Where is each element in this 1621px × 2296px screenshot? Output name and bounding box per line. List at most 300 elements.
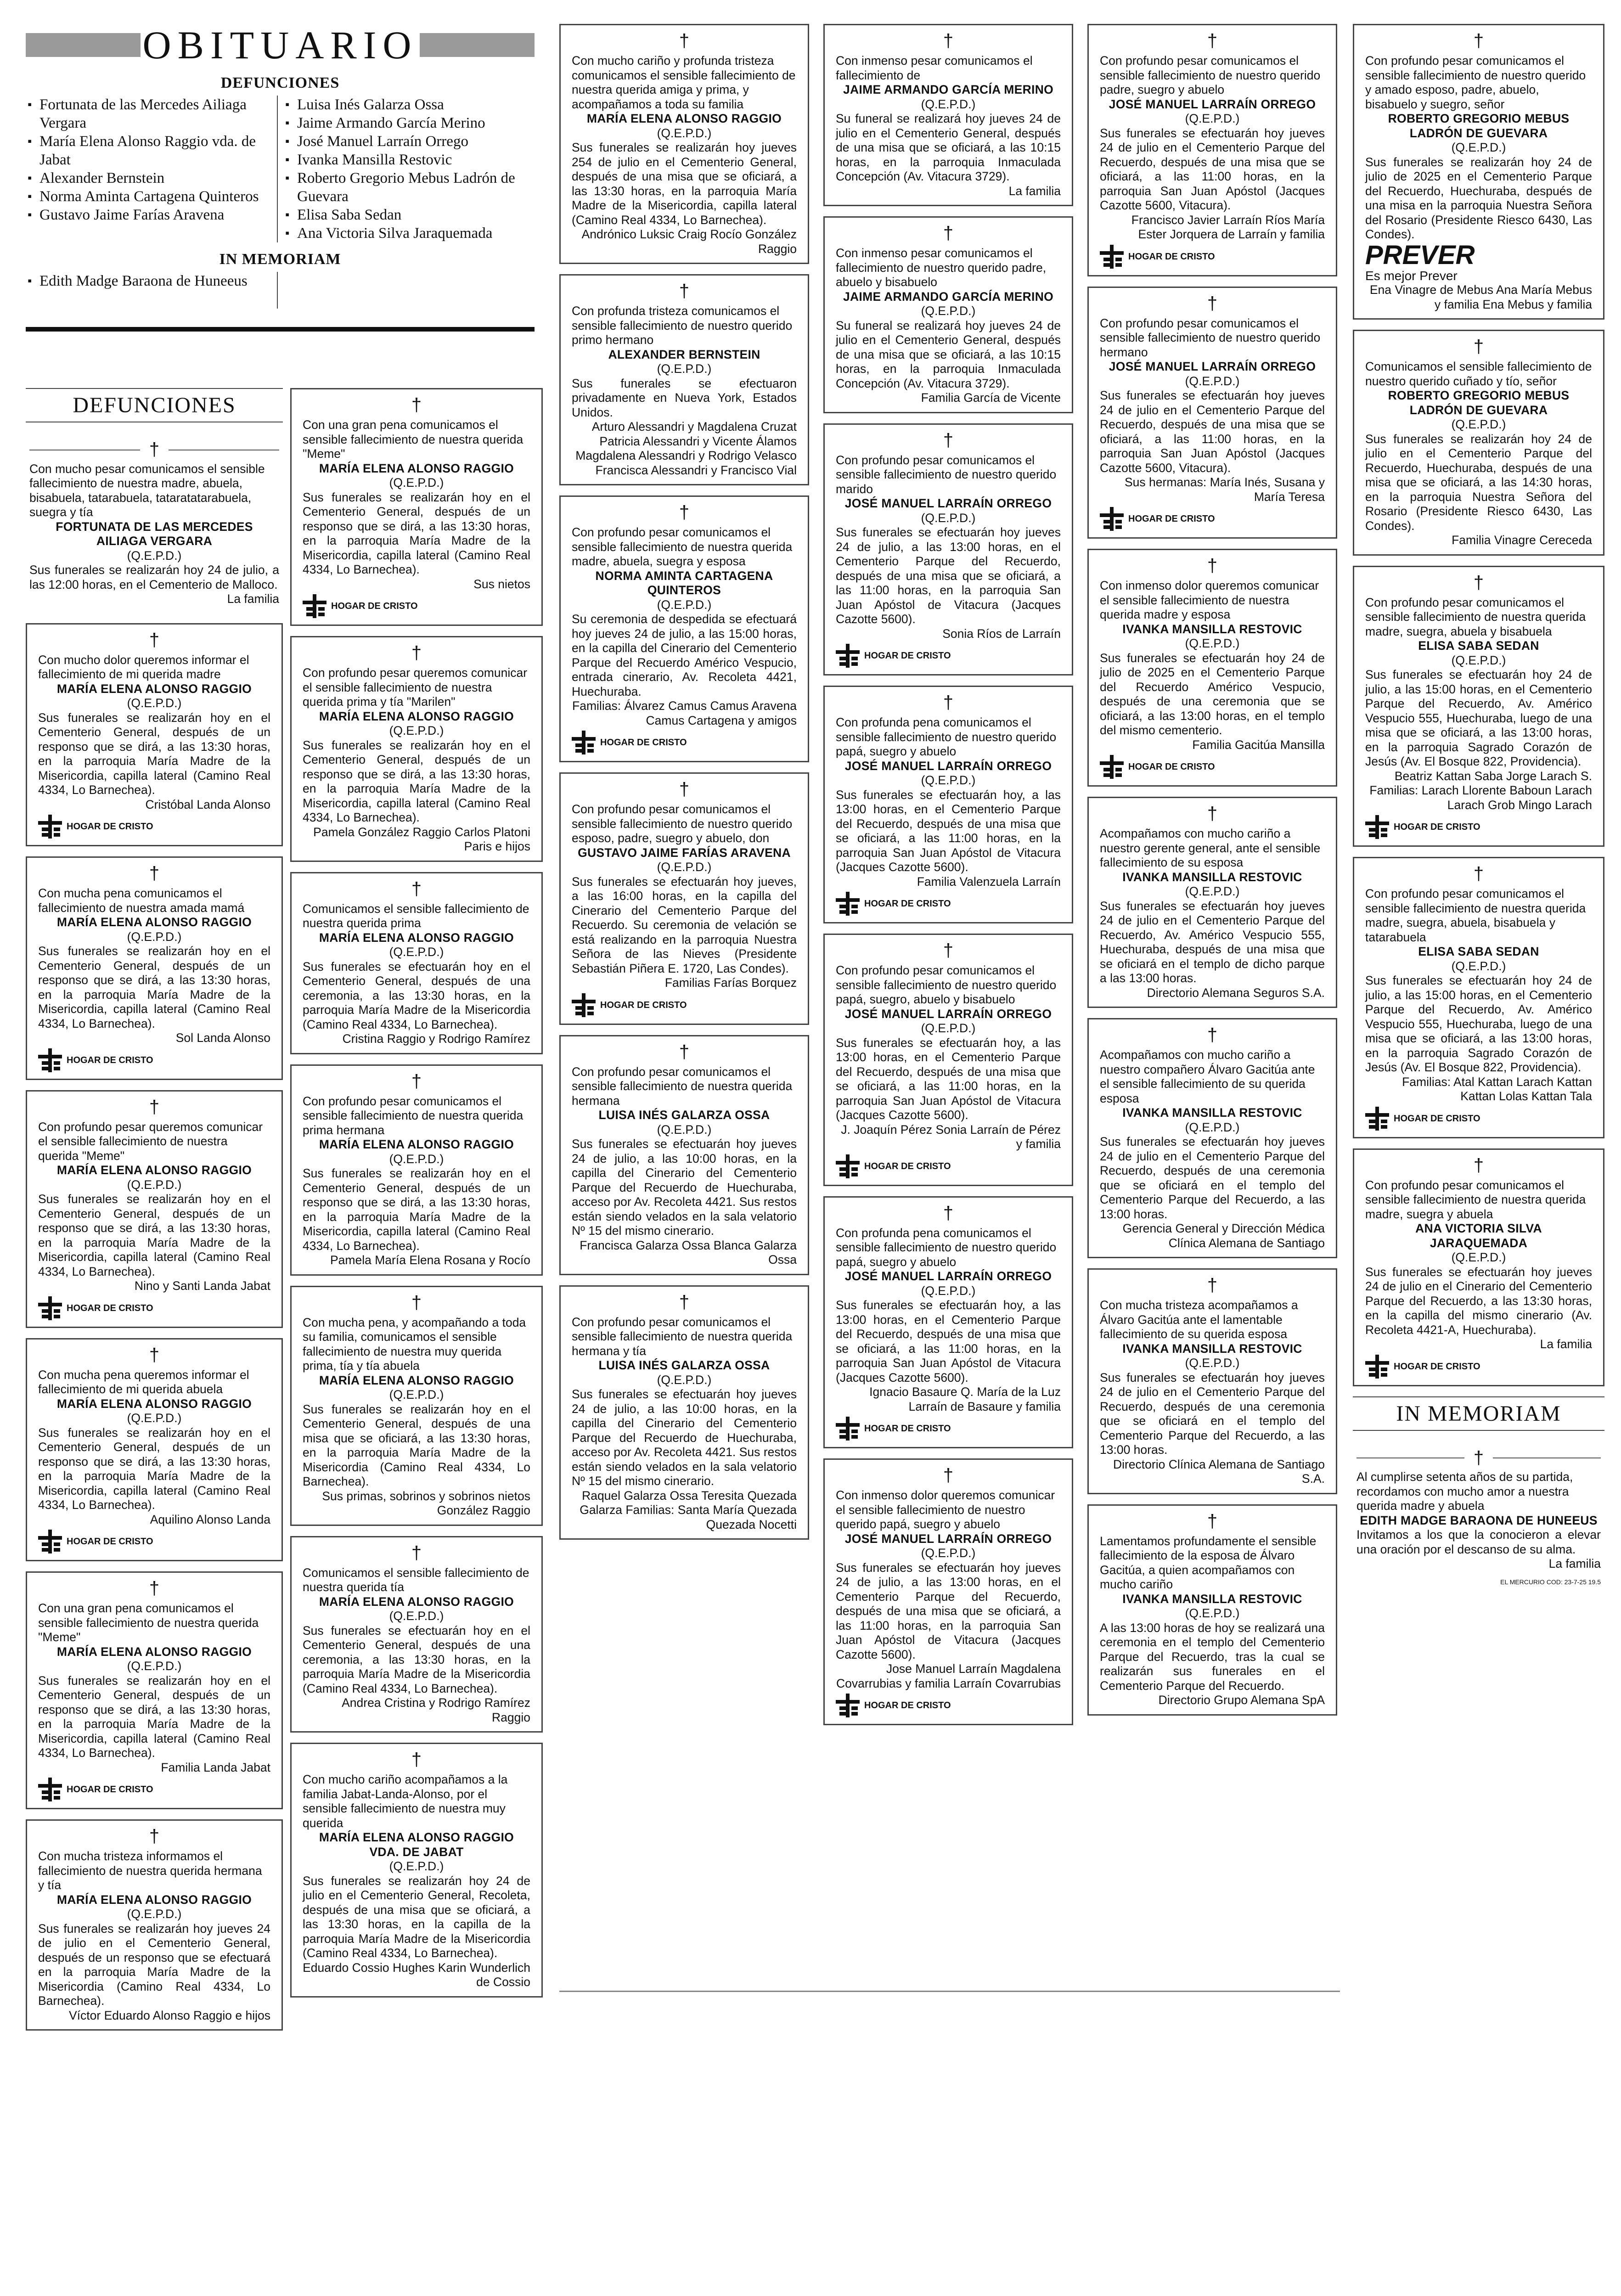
hogar-de-cristo-text: HOGAR DE CRISTO — [864, 899, 951, 909]
deceased-name: MARÍA ELENA ALONSO RAGGIO — [319, 1373, 514, 1387]
deceased-name: MARÍA ELENA ALONSO RAGGIO — [319, 930, 514, 945]
notice-signature: Raquel Galarza Ossa Teresita Quezada Galarza Familias: Santa María Quezada Quezada Nocetti — [580, 1488, 797, 1531]
qepd-label: (Q.E.P.D.) — [389, 945, 444, 959]
notice-intro: Al cumplirse setenta años de su partida, recordamos con mucho amor a nuestra querida madre y abuela — [1356, 1470, 1573, 1513]
qepd-label: (Q.E.P.D.) — [921, 1546, 976, 1560]
prever-tagline: Es mejor Prever — [1365, 268, 1458, 283]
hogar-de-cristo-logo — [836, 644, 1061, 668]
deceased-name: MARÍA ELENA ALONSO RAGGIO — [319, 1594, 514, 1609]
qepd-label: (Q.E.P.D.) — [657, 860, 712, 874]
qepd-label: (Q.E.P.D.) — [127, 1659, 182, 1673]
cross-icon: † — [679, 502, 690, 523]
notice-signature: Cristóbal Landa Alonso — [145, 797, 270, 811]
qepd-label: (Q.E.P.D.) — [657, 126, 712, 140]
obituary-notice — [290, 1536, 543, 1733]
obituary-notice — [26, 1819, 283, 2031]
notice-signature: Francisco Javier Larraín Ríos María Ester Jorquera de Larraín y familia — [1131, 213, 1325, 241]
cross-icon: † — [411, 395, 422, 415]
hogar-de-cristo-text: HOGAR DE CRISTO — [67, 822, 153, 832]
notice-body: Sus funerales se efectuarán hoy, a las 13:00 horas, en el Cementerio Parque del Recuerdo, después de una misa que se oficiará, a las 11:00 horas, en la parroquia San Juan Apóstol de Vitacura (Jacques Cazotte 5600). — [836, 1035, 1061, 1122]
notice-signature: Directorio Grupo Alemana SpA — [1158, 1693, 1325, 1707]
qepd-label: (Q.E.P.D.) — [389, 476, 444, 490]
notice-signature: Familia Gacitúa Mansilla — [1192, 737, 1325, 752]
cross-icon: † — [1473, 31, 1484, 51]
cross-icon: † — [1473, 572, 1484, 593]
deceased-name: JOSÉ MANUEL LARRAÍN ORREGO — [844, 1007, 1052, 1021]
notice-body: Sus funerales se realizarán hoy en el Cementerio General, después de un responso que se dirá, a las 13:30 horas, en la parroquia María Madre de la Misericordia, capilla lateral (Camino Real 4334, Lo Barnechea). — [303, 738, 530, 824]
notice-body: Sus funerales se realizarán hoy en el Cementerio General, después de un responso que se dirá, a las 13:30 horas, en la parroquia María Madre de la Misericordia, capilla lateral (Camino Real 4334, Lo Barnechea). — [38, 1192, 270, 1278]
hogar-de-cristo-icon — [38, 1778, 62, 1801]
notice-intro: Con profundo pesar comunicamos el sensible fallecimiento de nuestro querido y amado esposo, padre, abuelo, bisabuelo y suegro, señor — [1365, 54, 1586, 111]
notice-body: Sus funerales se realizarán hoy en el Cementerio General, después de un responso que se dirá, a las 13:30 horas, en la parroquia María Madre de la Misericordia, capilla lateral (Camino Real 4334, Lo Barnechea). — [303, 1166, 530, 1253]
qepd-label: (Q.E.P.D.) — [1451, 653, 1506, 667]
notice-signature: Directorio Clínica Alemana de Santiago S.A. — [1113, 1457, 1325, 1486]
cross-icon: † — [149, 1578, 160, 1598]
column-4 — [823, 24, 1073, 1735]
deceased-name: MARÍA ELENA ALONSO RAGGIO — [319, 461, 514, 475]
notice-body: Sus funerales se efectuarán hoy jueves 24 de julio, a las 13:00 horas, en el Cementerio Parque del Recuerdo, después de una misa que se oficiará, a las 11:00 horas, en la parroquia San Juan Apóstol de Vitacura (Jacques Cazotte 5600). — [836, 525, 1061, 626]
notice-body: Sus funerales se efectuarán hoy jueves 24 de julio en el Cementerio Parque del Recuerdo, después de una misa que se oficiará, a las 11:00 horas, en la parroquia San Juan Apóstol (Jacques Cazotte 5600, Vitacura). — [1100, 126, 1325, 212]
qepd-label: (Q.E.P.D.) — [921, 1021, 976, 1035]
obituary-notice — [823, 934, 1073, 1186]
notice-intro: Con una gran pena comunicamos el sensible fallecimiento de nuestra querida "Meme" — [38, 1601, 259, 1644]
notice-signature: Nino y Santi Landa Jabat — [134, 1279, 270, 1293]
obituary-notice — [1087, 1268, 1337, 1494]
prever-logo — [1365, 242, 1592, 283]
qepd-label: (Q.E.P.D.) — [657, 1373, 712, 1387]
cross-icon: † — [1473, 1155, 1484, 1176]
deceased-name: ELISA SABA SEDAN — [1418, 945, 1539, 958]
column-3 — [559, 24, 809, 1550]
notice-intro: Con mucho cariño y profunda tristeza comunicamos el sensible fallecimiento de nuestra querida amiga y prima, y acompañamos a toda su familia — [572, 54, 796, 111]
obituary-notice — [823, 216, 1073, 413]
obituary-title: OBITUARIO — [142, 23, 418, 67]
notice-body: Sus funerales se efectuarán hoy jueves 24 de julio en el Cinerario del Cementerio Parque del Recuerdo, a las 13:30 horas, en la capilla del mismo cinerario (Av. Recoleta 4421-A, Huechuraba). — [1365, 1265, 1592, 1337]
hogar-de-cristo-logo — [38, 815, 270, 838]
hogar-de-cristo-text: HOGAR DE CRISTO — [1128, 251, 1215, 262]
notice-signature: La familia — [1548, 1557, 1601, 1570]
notice-intro: Acompañamos con mucho cariño a nuestro compañero Álvaro Gacitúa ante el sensible fallecimiento de su querida esposa — [1100, 1048, 1315, 1105]
obituary-notice — [1087, 287, 1337, 539]
cross-icon: † — [943, 430, 954, 450]
notice-intro: Con mucha tristeza acompañamos a Álvaro Gacitúa ante el lamentable fallecimiento de su querida esposa — [1100, 1298, 1298, 1341]
notice-intro: Con inmenso dolor queremos comunicar el sensible fallecimiento de nuestro querido papá, suegro y abuelo — [836, 1488, 1055, 1531]
obituary-notice — [1353, 24, 1604, 320]
hogar-de-cristo-icon — [836, 644, 860, 668]
cross-divider — [29, 439, 279, 460]
notice-body: Sus funerales se efectuarán hoy, a las 13:00 horas, en el Cementerio Parque del Recuerdo, después de una misa que se oficiará, a las 11:00 horas, en la parroquia San Juan Apóstol de Vitacura (Jacques Cazotte 5600). — [836, 1298, 1061, 1384]
notice-intro: Con profunda tristeza comunicamos el sensible fallecimiento de nuestro querido primo hermano — [572, 304, 793, 347]
index-entry: ▪ Ana Victoria Silva Jaraquemada — [283, 224, 535, 242]
notice-signature: J. Joaquín Pérez Sonia Larraín de Pérez y familia — [841, 1122, 1061, 1151]
cross-icon: † — [1207, 804, 1218, 824]
cross-icon: † — [679, 1292, 690, 1312]
index-left-column — [26, 96, 277, 242]
cross-icon: † — [1207, 1511, 1218, 1531]
qepd-label: (Q.E.P.D.) — [657, 597, 712, 612]
obituary-notice — [823, 1458, 1073, 1725]
index-list — [26, 96, 535, 242]
deceased-name: JOSÉ MANUEL LARRAÍN ORREGO — [844, 496, 1052, 510]
hogar-de-cristo-icon — [572, 731, 596, 754]
notice-intro: Con mucho dolor queremos informar el fallecimiento de mi querida madre — [38, 653, 249, 681]
notice-body: Su ceremonia de despedida se efectuará hoy jueves 24 de julio, a las 15:00 horas, en la capilla del Cinerario del Cementerio Parque del Recuerdo Américo Vespucio, entrada cinerario, Av. Recoleta 4421, Huechuraba. — [572, 612, 797, 698]
hogar-de-cristo-text: HOGAR DE CRISTO — [331, 601, 418, 611]
qepd-label: (Q.E.P.D.) — [1451, 141, 1506, 154]
index-entry: ▪ Roberto Gregorio Mebus Ladrón de Guevara — [283, 169, 535, 206]
notice-signature: Familia García de Vicente — [921, 391, 1061, 405]
notice-body: Sus funerales se realizarán hoy en el Cementerio General, después de una misa que se oficiará, a las 13:30 horas, en la parroquia María Madre de la Misericordia (Camino Real 4334, Lo Barnechea). — [303, 1402, 530, 1488]
qepd-label: (Q.E.P.D.) — [1185, 1606, 1240, 1620]
notice-signature: Ena Vinagre de Mebus Ana María Mebus y familia Ena Mebus y familia — [1369, 283, 1592, 311]
deceased-name: JOSÉ MANUEL LARRAÍN ORREGO — [844, 1269, 1052, 1283]
deceased-name: MARÍA ELENA ALONSO RAGGIO — [319, 1137, 514, 1151]
deceased-name: ROBERTO GREGORIO MEBUS LADRÓN DE GUEVARA — [1388, 112, 1570, 140]
notice-signature: Familia Landa Jabat — [161, 1760, 270, 1774]
notice-body: Sus funerales se realizarán hoy 24 de julio en el Cementerio General, Recoleta, después de una misa que se oficiará, a las 13:30 horas, en la capilla de la parroquia María Madre de la Misericordia (Camino Real 4334, Lo Barnechea). — [303, 1874, 530, 1960]
cross-icon: † — [1207, 1025, 1218, 1045]
print-code: EL MERCURIO COD: 23-7-25 19.5 — [1500, 1578, 1601, 1586]
notice-intro: Con profundo pesar comunicamos el sensible fallecimiento de nuestra querida madre, suegra y abuela — [1365, 1178, 1586, 1221]
notice-body: Sus funerales se efectuarán hoy jueves, a las 16:00 horas, en la capilla del Cinerario del Cementerio Parque del Recuerdo. Su ceremonia de velación se está realizando en la parroquia Nuestra Señora de las Nieves (Presidente Sebastián Piñera E. 1720, Las Condes). — [572, 874, 797, 975]
index-entry: ▪ Elisa Saba Sedan — [283, 206, 535, 224]
qepd-label: (Q.E.P.D.) — [1185, 1356, 1240, 1370]
cross-icon: † — [1207, 293, 1218, 314]
cross-icon: † — [411, 1750, 422, 1770]
qepd-label: (Q.E.P.D.) — [127, 548, 182, 563]
hogar-de-cristo-text: HOGAR DE CRISTO — [864, 1424, 951, 1434]
deceased-name: MARÍA ELENA ALONSO RAGGIO — [56, 1644, 252, 1659]
obituary-notice — [823, 24, 1073, 206]
index-entry: ▪ Edith Madge Baraona de Huneeus — [26, 272, 277, 290]
notice-signature: Eduardo Cossio Hughes Karin Wunderlich de Cossio — [303, 1960, 530, 1989]
deceased-name: IVANKA MANSILLA RESTOVIC — [1122, 622, 1302, 636]
column-6 — [1353, 24, 1604, 1606]
notice-signature: Familias Farías Borquez — [664, 976, 797, 990]
hogar-de-cristo-logo — [836, 892, 1061, 916]
hogar-de-cristo-logo — [38, 1530, 270, 1553]
hogar-de-cristo-icon — [572, 993, 596, 1017]
hogar-de-cristo-text: HOGAR DE CRISTO — [67, 1536, 153, 1547]
notice-body: Sus funerales se efectuarán hoy 24 de julio de 2025 en el Cementerio Parque del Recuerdo Américo Vespucio, después de una ceremonia que se oficiará, a las 13:00 horas, en el templo del mismo cementerio. — [1100, 651, 1325, 737]
notice-signature: Familia Vinagre Cereceda — [1452, 533, 1592, 547]
obituary-notice — [1353, 566, 1604, 847]
obituary-notice — [823, 423, 1073, 676]
cross-icon: † — [149, 1826, 160, 1846]
qepd-label: (Q.E.P.D.) — [127, 1411, 182, 1425]
obituary-notice — [559, 1035, 809, 1275]
obituary-notice — [290, 872, 543, 1054]
qepd-label: (Q.E.P.D.) — [921, 97, 976, 111]
deceased-name: IVANKA MANSILLA RESTOVIC — [1122, 1106, 1302, 1120]
notice-signature: La familia — [227, 592, 279, 606]
deceased-name: IVANKA MANSILLA RESTOVIC — [1122, 870, 1302, 884]
notice-signature: Víctor Eduardo Alonso Raggio e hijos — [69, 2008, 270, 2022]
index-entry: ▪ Gustavo Jaime Farías Aravena — [26, 206, 277, 224]
index-entry: ▪ Alexander Bernstein — [26, 169, 277, 187]
cross-icon: † — [943, 692, 954, 713]
hogar-de-cristo-logo — [836, 1154, 1061, 1178]
deceased-name: JOSÉ MANUEL LARRAÍN ORREGO — [844, 759, 1052, 773]
header-rule — [26, 327, 535, 332]
notice-signature: Jose Manuel Larraín Magdalena Covarrubias y familia Larraín Covarrubias — [836, 1662, 1061, 1690]
notice-signature: La familia — [1008, 184, 1061, 198]
notice-intro: Con profundo pesar comunicamos el sensible fallecimiento de nuestro querido hermano — [1100, 316, 1321, 359]
notice-body: Sus funerales se efectuarán hoy 24 de julio, a las 15:00 horas, en el Cementerio Parque del Recuerdo, Av. Américo Vespucio 555, Huechuraba, luego de una misa que se oficiará, a las 13:00 horas, en la parroquia Sagrado Corazón de Jesús (Av. El Bosque 822, Providencia). — [1365, 974, 1592, 1074]
cross-icon: † — [411, 878, 422, 899]
notice-intro: Con mucha pena, y acompañando a toda su familia, comunicamos el sensible fallecimiento de nuestra muy querida prima, tía y tía abuela — [303, 1315, 526, 1373]
notice-signature: Aquilino Alonso Landa — [150, 1512, 270, 1526]
deceased-name: JOSÉ MANUEL LARRAÍN ORREGO — [1109, 360, 1316, 373]
deceased-name: LUISA INÉS GALARZA OSSA — [598, 1358, 770, 1372]
hogar-de-cristo-logo — [38, 1296, 270, 1320]
deceased-name: LUISA INÉS GALARZA OSSA — [598, 1108, 770, 1122]
notice-intro: Con inmenso pesar comunicamos el fallecimiento de — [836, 54, 1033, 82]
notice-body: Sus funerales se realizarán hoy en el Cementerio General, después de un responso que se dirá, a las 13:30 horas, en la parroquia María Madre de la Misericordia, capilla lateral (Camino Real 4334, Lo Barnechea). — [303, 490, 530, 576]
obituary-notice — [1087, 797, 1337, 1008]
cross-icon: † — [943, 1203, 954, 1223]
notice-body: Sus funerales se efectuarán hoy jueves 24 de julio en el Cementerio Parque del Recuerdo, Av. Américo Vespucio 555, Huechuraba, después de una misa que se oficiará en el templo de dicho parque a las 13:00 horas. — [1100, 899, 1325, 985]
cross-icon: † — [679, 1041, 690, 1062]
hogar-de-cristo-icon — [1100, 755, 1124, 779]
notice-body: Invitamos a los que la conocieron a elevar una oración por el descanso de su alma. — [1356, 1528, 1601, 1556]
cross-icon: † — [943, 31, 954, 51]
obituary-notice — [559, 24, 809, 264]
notice-signature: Andrónico Luksic Craig Rocío González Raggio — [581, 227, 797, 256]
hogar-de-cristo-text: HOGAR DE CRISTO — [864, 651, 951, 661]
deceased-name: NORMA AMINTA CARTAGENA QUINTEROS — [595, 568, 773, 597]
notice-intro: Con profundo pesar comunicamos el sensible fallecimiento de nuestro querido padre, suegro y abuelo — [1100, 54, 1321, 96]
cross-icon: † — [411, 1542, 422, 1563]
cross-divider — [1356, 1447, 1601, 1468]
cross-icon: † — [679, 31, 690, 51]
qepd-label: (Q.E.P.D.) — [1185, 1120, 1240, 1134]
index-entry: ▪ Fortunata de las Mercedes Ailiaga Vergara — [26, 96, 277, 132]
cross-icon: † — [1207, 556, 1218, 576]
hogar-de-cristo-icon — [1365, 815, 1389, 839]
notice-body: A las 13:00 horas de hoy se realizará una ceremonia en el templo del Cementerio Parque del Recuerdo, tras la cual se realizarán sus funerales en el Cementerio Parque del Recuerdo. — [1100, 1621, 1325, 1693]
hogar-de-cristo-logo — [303, 594, 530, 618]
deceased-name: MARÍA ELENA ALONSO RAGGIO — [56, 1163, 252, 1177]
cross-icon: † — [149, 630, 160, 650]
notice-signature: Beatriz Kattan Saba Jorge Larach S. Familias: Larach Llorente Baboun Larach Larach Grob Mingo Larach — [1369, 769, 1592, 812]
hogar-de-cristo-icon — [38, 1530, 62, 1553]
qepd-label: (Q.E.P.D.) — [921, 773, 976, 787]
qepd-label: (Q.E.P.D.) — [389, 1152, 444, 1166]
notice-signature: Sol Landa Alonso — [175, 1031, 270, 1045]
hogar-de-cristo-logo — [1100, 245, 1325, 269]
deceased-name: ANA VICTORIA SILVA JARAQUEMADA — [1415, 1221, 1542, 1250]
cross-icon: † — [943, 940, 954, 961]
notice-signature: Pamela González Raggio Carlos Platoni Paris e hijos — [313, 825, 530, 853]
cross-icon: † — [411, 1292, 422, 1313]
notice-signature: Andrea Cristina y Rodrigo Ramírez Raggio — [342, 1696, 530, 1724]
qepd-label: (Q.E.P.D.) — [657, 362, 712, 376]
index-entry: ▪ Ivanka Mansilla Restovic — [283, 151, 535, 169]
obituary-notice — [26, 1338, 283, 1562]
qepd-label: (Q.E.P.D.) — [127, 1907, 182, 1921]
notice-body: Sus funerales se realizarán hoy en el Cementerio General, después de un responso que se dirá, a las 13:30 horas, en la parroquia María Madre de la Misericordia, capilla lateral (Camino Real 4334, Lo Barnechea). — [38, 710, 270, 797]
deceased-name: MARÍA ELENA ALONSO RAGGIO — [56, 1892, 252, 1907]
notice-intro: Comunicamos el sensible fallecimiento de nuestra querida prima — [303, 901, 529, 930]
notice-body: Sus funerales se efectuarán hoy jueves 24 de julio, a las 13:00 horas, en el Cementerio Parque del Recuerdo, después de una misa que se oficiará, a las 11:00 horas, en la parroquia San Juan Apóstol de Vitacura (Jacques Cazotte 5600). — [836, 1560, 1061, 1661]
hogar-de-cristo-icon — [38, 815, 62, 838]
hogar-de-cristo-text: HOGAR DE CRISTO — [1128, 762, 1215, 772]
obituary-notice — [290, 388, 543, 626]
obituary-notice — [290, 636, 543, 862]
cross-icon: † — [1207, 31, 1218, 51]
notice-intro: Con profunda pena comunicamos el sensible fallecimiento de nuestro querido papá, suegro y abuelo — [836, 1226, 1057, 1269]
deceased-name: EDITH MADGE BARAONA DE HUNEEUS — [1360, 1513, 1598, 1527]
obituary-notice — [1087, 1018, 1337, 1258]
notice-intro: Comunicamos el sensible fallecimiento de nuestra querida tía — [303, 1565, 529, 1594]
notice-body: Sus funerales se realizarán hoy en el Cementerio General, después de un responso que se dirá, a las 13:30 horas, en la parroquia María Madre de la Misericordia, capilla lateral (Camino Real 4334, Lo Barnechea). — [38, 1425, 270, 1512]
qepd-label: (Q.E.P.D.) — [657, 1122, 712, 1137]
qepd-label: (Q.E.P.D.) — [389, 724, 444, 737]
deceased-name: JOSÉ MANUEL LARRAÍN ORREGO — [844, 1531, 1052, 1546]
section-defunciones-heading: DEFUNCIONES — [26, 388, 283, 422]
index-entry: ▪ María Elena Alonso Raggio vda. de Jabat — [26, 132, 277, 169]
index-entry: ▪ Norma Aminta Cartagena Quinteros — [26, 187, 277, 206]
notice-body: Sus funerales se realizarán hoy en el Cementerio General, después de un responso que se dirá, a las 13:30 horas, en la parroquia María Madre de la Misericordia, capilla lateral (Camino Real 4334, Lo Barnechea). — [38, 944, 270, 1030]
section-memoriam-heading: IN MEMORIAM — [1353, 1396, 1604, 1431]
notice-intro: Con mucho pesar comunicamos el sensible fallecimiento de nuestra madre, abuela, bisabuela, tatarabuela, tataratatarabuela, suegra y tía — [29, 461, 265, 519]
deceased-name: MARÍA ELENA ALONSO RAGGIO — [319, 709, 514, 723]
hogar-de-cristo-icon — [1365, 1355, 1389, 1379]
obituary-notice — [290, 1064, 543, 1276]
obituary-notice — [1353, 857, 1604, 1138]
notice-intro: Con profundo pesar comunicamos el sensible fallecimiento de nuestro querido esposo, padre, suegro y abuelo, don — [572, 802, 793, 845]
hogar-de-cristo-logo — [38, 1048, 270, 1072]
qepd-label: (Q.E.P.D.) — [921, 1283, 976, 1298]
index-memoriam-list — [26, 272, 277, 309]
hogar-de-cristo-icon — [1100, 245, 1124, 269]
notice-signature: Gerencia General y Dirección Médica Clínica Alemana de Santiago — [1122, 1221, 1325, 1250]
notice-signature: Sonia Ríos de Larraín — [942, 626, 1061, 641]
obituary-notice — [290, 1286, 543, 1526]
hogar-de-cristo-logo — [1365, 1355, 1592, 1379]
obituary-notice — [1087, 1504, 1337, 1716]
hogar-de-cristo-icon — [38, 1296, 62, 1320]
obituary-notice — [559, 274, 809, 485]
deceased-name: IVANKA MANSILLA RESTOVIC — [1122, 1341, 1302, 1356]
obituary-notice — [559, 1285, 809, 1540]
cross-icon: † — [679, 779, 690, 799]
notice-body: Sus funerales se efectuarán hoy jueves 24 de julio en el Cementerio Parque del Recuerdo, después de una misa que se oficiará, a las 11:00 horas, en la parroquia San Juan Apóstol (Jacques Cazotte 5600, Vitacura). — [1100, 388, 1325, 475]
cross-icon: † — [679, 281, 690, 301]
qepd-label: (Q.E.P.D.) — [127, 1177, 182, 1192]
notice-intro: Con profundo pesar comunicamos el sensible fallecimiento de nuestra querida madre, suegra, abuela, bisabuela y tatarabuela — [1365, 887, 1586, 944]
obituary-notice — [1353, 330, 1604, 556]
notice-body: Sus funerales se efectuarán hoy jueves 24 de julio, a las 10:00 horas, en la capilla del Cinerario del Cementerio Parque del Recuerdo de Huechuraba, acceso por Av. Recoleta 4421. Sus restos están siendo velados en la sala velatorio Nº 15 del mismo cinerario. — [572, 1137, 797, 1238]
notice-intro: Con profundo pesar comunicamos el sensible fallecimiento de nuestra querida prima hermana — [303, 1094, 523, 1137]
hogar-de-cristo-icon — [38, 1048, 62, 1072]
index-right-column — [277, 96, 535, 242]
deceased-name: IVANKA MANSILLA RESTOVIC — [1122, 1592, 1302, 1606]
hogar-de-cristo-text: HOGAR DE CRISTO — [864, 1161, 951, 1171]
hogar-de-cristo-icon — [836, 1154, 860, 1178]
index-entry: ▪ Jaime Armando García Merino — [283, 114, 535, 132]
obituary-notice — [26, 1090, 283, 1328]
deceased-name: JAIME ARMANDO GARCÍA MERINO — [843, 83, 1054, 96]
obituary-notice — [823, 686, 1073, 923]
cross-icon: † — [149, 1097, 160, 1117]
notice-intro: Con profundo pesar comunicamos el sensible fallecimiento de nuestro querido marido — [836, 453, 1057, 496]
notice-signature: Ignacio Basaure Q. María de la Luz Larraín de Basaure y familia — [869, 1385, 1061, 1413]
hogar-de-cristo-text: HOGAR DE CRISTO — [1394, 822, 1480, 832]
qepd-label: (Q.E.P.D.) — [1451, 1250, 1506, 1264]
deceased-name: FORTUNATA DE LAS MERCEDES AILIAGA VERGARA — [56, 519, 253, 548]
hogar-de-cristo-logo — [1365, 815, 1592, 839]
hogar-de-cristo-text: HOGAR DE CRISTO — [67, 1303, 153, 1313]
deceased-name: MARÍA ELENA ALONSO RAGGIO — [56, 681, 252, 696]
cross-icon: † — [943, 1465, 954, 1486]
notice-body: Sus funerales se realizarán hoy 24 de julio de 2025 en el Cementerio Parque del Recuerdo, Huechuraba, después de una misa en la parroquia Nuestra Señora del Rosario (Presidente Riesco 6430, Las Condes). — [1365, 155, 1592, 241]
obituary-notice — [26, 856, 283, 1080]
hogar-de-cristo-icon — [836, 1417, 860, 1441]
notice-body: Sus funerales se realizarán hoy 24 de julio, a las 12:00 horas, en el Cementerio de Malloco. — [29, 563, 279, 591]
notice-intro: Acompañamos con mucho cariño a nuestro gerente general, ante el sensible fallecimiento de su esposa — [1100, 827, 1321, 869]
notice-body: Sus funerales se realizarán hoy jueves 254 de julio en el Cementerio General, después de una misa que se oficiará, a las 13:30 horas, en la parroquia María Madre de la Misericordia, capilla lateral (Camino Real 4334, Lo Barnechea). — [572, 141, 797, 227]
column-2 — [290, 388, 543, 2008]
column-5 — [1087, 24, 1337, 1726]
hogar-de-cristo-text: HOGAR DE CRISTO — [864, 1700, 951, 1711]
notice-body: Sus funerales se realizarán hoy jueves 24 de julio en el Cementerio General, después de un responso que se efectuará en la parroquia María Madre de la Misericordia (Camino Real 4334, Lo Barnechea). — [38, 1921, 270, 2008]
hogar-de-cristo-logo — [572, 731, 797, 754]
deceased-name: ELISA SABA SEDAN — [1418, 639, 1539, 653]
obituary-notice — [26, 432, 283, 613]
hogar-de-cristo-icon — [303, 594, 326, 618]
cross-icon: † — [411, 1071, 422, 1092]
qepd-label: (Q.E.P.D.) — [1185, 112, 1240, 125]
notice-body: Sus funerales se efectuarán hoy jueves 24 de julio en el Cementerio Parque del Recuerdo, después de una ceremonia que se oficiará en el templo del Cementerio Parque del Recuerdo, a las 13:00 horas. — [1100, 1370, 1325, 1457]
notice-signature: Familias: Álvarez Camus Camus Aravena Camus Cartagena y amigos — [572, 699, 797, 727]
hogar-de-cristo-logo — [1100, 755, 1325, 779]
notice-body: Sus funerales se realizarán hoy en el Cementerio General, después de un responso que se dirá, a las 13:30 horas, en la parroquia María Madre de la Misericordia, capilla lateral (Camino Real 4334, Lo Barnechea). — [38, 1673, 270, 1760]
cross-icon: † — [149, 1345, 160, 1365]
obituary-notice — [823, 1196, 1073, 1449]
deceased-name: JAIME ARMANDO GARCÍA MERINO — [843, 289, 1054, 304]
qepd-label: (Q.E.P.D.) — [921, 304, 976, 318]
notice-signature: Sus nietos — [473, 577, 530, 591]
deceased-name: GUSTAVO JAIME FARÍAS ARAVENA — [578, 845, 791, 860]
deceased-name: ROBERTO GREGORIO MEBUS LADRÓN DE GUEVARA — [1388, 388, 1570, 417]
notice-intro: Con profundo pesar comunicamos el sensible fallecimiento de nuestra querida hermana — [572, 1064, 793, 1108]
notice-body: Sus funerales se efectuarán hoy jueves 24 de julio, a las 10:00 horas, en la capilla del Cinerario del Cementerio Parque del Recuerdo de Huechuraba, acceso por Av. Recoleta 4421. Sus restos están siendo velados en la sala velatorio Nº 15 del mismo cinerario. — [572, 1387, 797, 1488]
cross-icon: † — [1473, 1447, 1484, 1468]
notice-intro: Con mucha tristeza informamos el fallecimiento de nuestra querida hermana y tía — [38, 1849, 262, 1892]
deceased-name: MARÍA ELENA ALONSO RAGGIO — [56, 915, 252, 929]
notice-body: Sus funerales se efectuarán hoy en el Cementerio General, después de una ceremonia, a las 13:30 horas, en la parroquia María Madre de la Misericordia (Camino Real 4334, Lo Barnechea). — [303, 1623, 530, 1695]
qepd-label: (Q.E.P.D.) — [389, 1388, 444, 1401]
obituary-notice — [290, 1743, 543, 1998]
notice-signature: Directorio Alemana Seguros S.A. — [1147, 985, 1325, 1000]
qepd-label: (Q.E.P.D.) — [127, 929, 182, 944]
notice-body: Sus funerales se realizarán hoy 24 de julio en el Cementerio Parque del Recuerdo, Huechuraba, después de una misa que se oficiará, a las 14:30 horas, en la parroquia Nuestra Señora del Rosario (Presidente Riesco 6430, Las Condes). — [1365, 432, 1592, 533]
obituary-notice — [1087, 24, 1337, 276]
notice-intro: Con profundo pesar queremos comunicar el sensible fallecimiento de nuestra querida prima y tía "Marilen" — [303, 666, 528, 709]
notice-signature: Pamela María Elena Rosana y Rocío — [330, 1253, 530, 1267]
qepd-label: (Q.E.P.D.) — [1185, 374, 1240, 388]
notice-intro: Con una gran pena comunicamos el sensible fallecimiento de nuestra querida "Meme" — [303, 418, 523, 461]
obituary-notice — [1353, 1148, 1604, 1386]
notice-signature: Arturo Alessandri y Magdalena Cruzat Patricia Alessandri y Vicente Álamos Magdalena Alessandri y Rodrigo Velasco Francisca Alessandri y Francisco Vial — [575, 420, 797, 477]
notice-body: Sus funerales se efectuarán hoy jueves 24 de julio en el Cementerio Parque del Recuerdo, después de una ceremonia que se oficiará en el templo del Cementerio Parque del Recuerdo, a las 13:00 horas. — [1100, 1135, 1325, 1221]
qepd-label: (Q.E.P.D.) — [1185, 636, 1240, 650]
notice-intro: Con inmenso dolor queremos comunicar el sensible fallecimiento de nuestra querida madre y esposa — [1100, 579, 1319, 621]
deceased-name: MARÍA ELENA ALONSO RAGGIO VDA. DE JABAT — [319, 1830, 514, 1859]
hogar-de-cristo-icon — [836, 892, 860, 916]
